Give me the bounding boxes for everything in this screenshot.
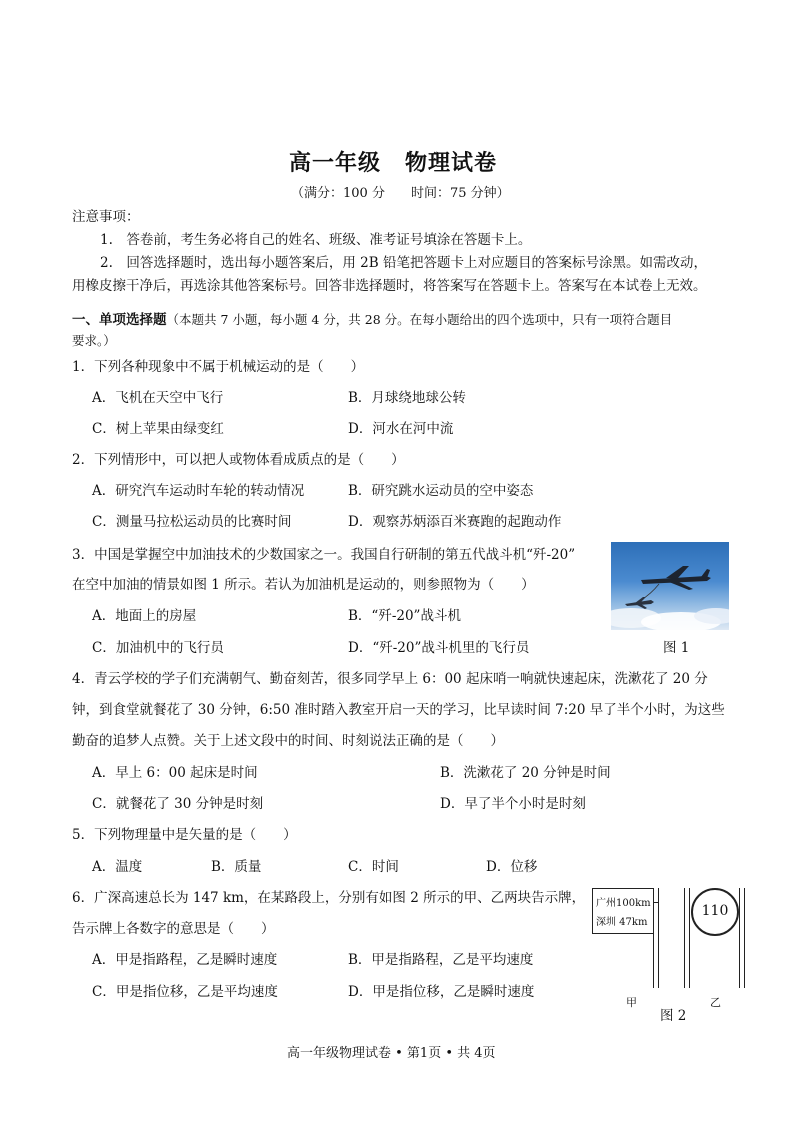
sign-a-line-1: 广州100km <box>596 898 651 909</box>
question-2-stem: 2．下列情形中，可以把人或物体看成质点的是（ ） <box>72 452 405 468</box>
exam-title <box>289 146 497 177</box>
sign-a-connector <box>654 902 658 907</box>
sign-b-value: 110 <box>701 903 729 919</box>
question-6-option-d: D．甲是指位移，乙是瞬时速度 <box>348 984 535 1000</box>
section-title: 一、单项选择题 <box>72 312 167 328</box>
question-4-option-b: B．洗漱花了 20 分钟是时间 <box>440 765 611 781</box>
question-4-stem-cont-2: 勤奋的追梦人点赞。关于上述文段中的时间、时刻说法正确的是（ ） <box>72 733 504 749</box>
question-2-option-b: B．研究跳水运动员的空中姿态 <box>348 483 534 499</box>
question-1-option-a: A．飞机在天空中飞行 <box>92 390 224 406</box>
notice-item-1: 1. 答卷前，考生务必将自己的姓名、班级、准考证号填涂在答题卡上。 <box>100 232 532 248</box>
section-heading <box>72 308 672 328</box>
question-3-stem: 3．中国是掌握空中加油技术的少数国家之一。我国自行研制的第五代战斗机“歼-20” <box>72 547 576 563</box>
question-6-stem-cont: 告示牌上各数字的意思是（ ） <box>72 921 275 937</box>
question-4-option-c: C．就餐花了 30 分钟是时刻 <box>92 796 264 812</box>
figure-1-aerial-refueling-photo <box>611 542 729 630</box>
notice-item-2: 2. 回答选择题时，选出每小题答案后，用 2B 铅笔把答题卡上对应题目的答案标号涂黑。如需改动， <box>100 255 707 271</box>
sign-b-pole-right <box>739 888 745 988</box>
question-1-stem: 1．下列各种现象中不属于机械运动的是（ ） <box>72 359 365 375</box>
question-5-option-b: B．质量 <box>211 859 262 875</box>
question-4-stem: 4．青云学校的学子们充满朝气、勤奋刻苦，很多同学早上 6：00 起床哨一响就快速起床，洗漱花了 20 分 <box>72 671 708 687</box>
notice-item-2-cont: 用橡皮擦干净后，再选涂其他答案标号。回答非选择题时，将答案写在答题卡上。答案写在本试卷上无效。 <box>72 278 707 294</box>
question-5-option-a: A．温度 <box>92 859 143 875</box>
question-5-option-d: D．位移 <box>486 859 538 875</box>
question-3-option-c: C．加油机中的飞行员 <box>92 640 224 656</box>
sign-b-pole-left <box>684 888 690 988</box>
figure-2-road-signs <box>588 884 748 1024</box>
figure-2-caption: 图 2 <box>660 1008 687 1024</box>
notice-heading: 注意事项： <box>72 209 140 225</box>
sign-a-distance-board <box>592 888 654 934</box>
question-6-option-a: A．甲是指路程，乙是瞬时速度 <box>92 952 278 968</box>
question-4-option-a: A．早上 6：00 起床是时间 <box>92 765 258 781</box>
question-6-stem: 6．广深高速总长为 147 km，在某路段上，分别有如图 2 所示的甲、乙两块告示牌， <box>72 890 586 906</box>
sign-a-line-2: 深圳 47km <box>596 917 648 928</box>
figure-1-caption: 图 1 <box>663 640 690 656</box>
sign-b-label: 乙 <box>710 996 721 1009</box>
question-5-stem: 5．下列物理量中是矢量的是（ ） <box>72 827 297 843</box>
page-footer: 高一年级物理试卷 • 第1页 • 共 4页 <box>287 1046 496 1061</box>
question-3-option-b: B．“歼-20”战斗机 <box>348 608 461 624</box>
section-desc-cont: 要求。） <box>72 333 116 348</box>
question-4-option-d: D．早了半个小时是时刻 <box>440 796 586 812</box>
question-2-option-c: C．测量马拉松运动员的比赛时间 <box>92 514 292 530</box>
question-1-option-d: D．河水在河中流 <box>348 421 454 437</box>
sign-b-speed-limit <box>691 888 739 936</box>
question-5-option-c: C．时间 <box>348 859 399 875</box>
question-3-option-a: A．地面上的房屋 <box>92 608 197 624</box>
question-3-stem-cont: 在空中加油的情景如图 1 所示。若认为加油机是运动的，则参照物为（ ） <box>72 577 535 593</box>
section-desc: （本题共 7 小题，每小题 4 分，共 28 分。在每小题给出的四个选项中，只有一项符合题目 <box>166 312 673 327</box>
question-4-stem-cont-1: 钟，到食堂就餐花了 30 分钟，6:50 准时踏入教室开启一天的学习，比早读时间 7:20 早了半个小时，为这些 <box>72 702 725 718</box>
sign-a-label: 甲 <box>626 996 637 1009</box>
exam-subtitle: （满分：100 分 时间：75 分钟） <box>291 186 510 201</box>
question-2-option-d: D．观察苏炳添百米赛跑的起跑动作 <box>348 514 562 530</box>
exam-title-grade: 高一年级 <box>289 150 382 176</box>
exam-title-subject: 物理试卷 <box>405 150 498 176</box>
question-1-option-c: C．树上苹果由绿变红 <box>92 421 224 437</box>
aircraft-illustration <box>611 542 729 630</box>
question-1-option-b: B．月球绕地球公转 <box>348 390 466 406</box>
question-6-option-c: C．甲是指位移，乙是平均速度 <box>92 984 278 1000</box>
question-2-option-a: A．研究汽车运动时车轮的转动情况 <box>92 483 305 499</box>
question-6-option-b: B．甲是指路程，乙是平均速度 <box>348 952 534 968</box>
question-3-option-d: D．“歼-20”战斗机里的飞行员 <box>348 640 530 656</box>
